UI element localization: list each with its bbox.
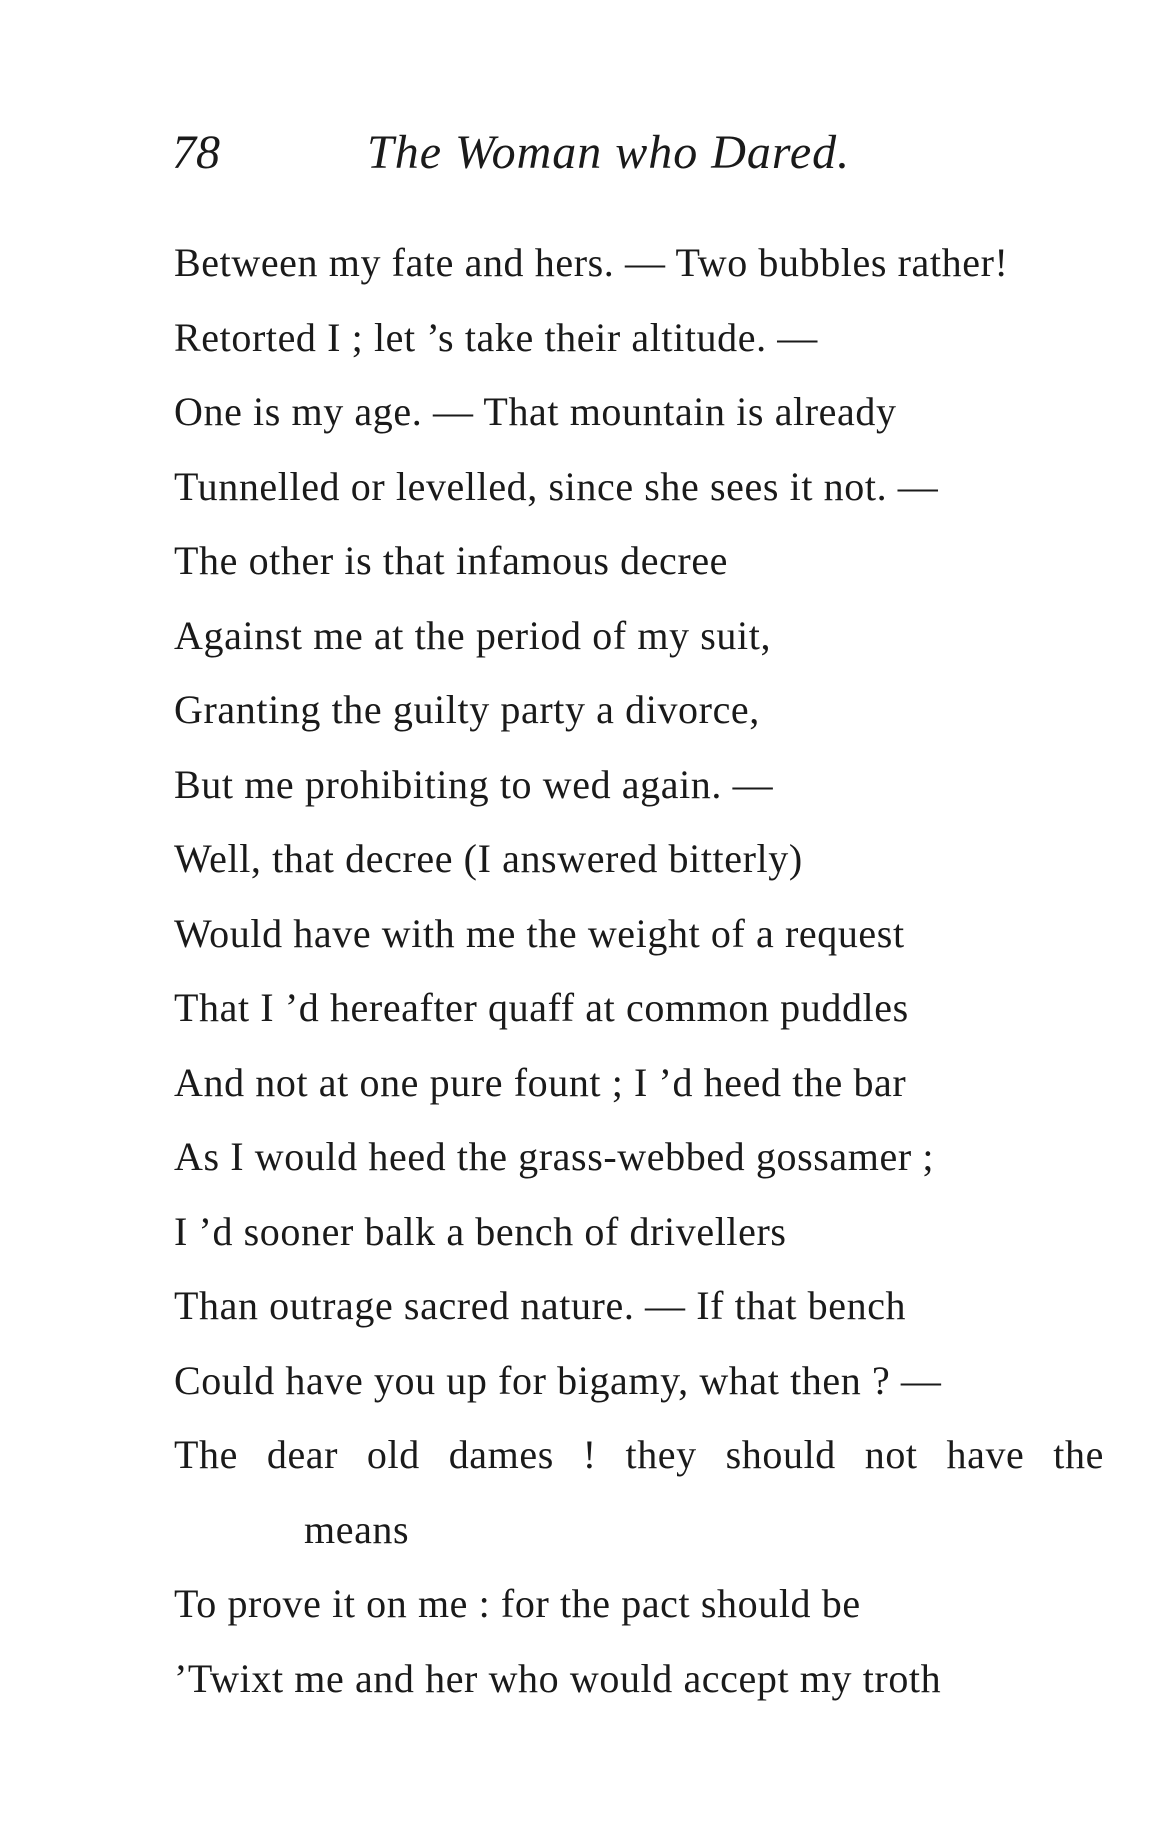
poem-text	[174, 226, 1104, 1716]
poem-line: Between my fate and hers. — Two bubbles rather!	[174, 240, 1009, 285]
poem-word: they	[625, 1432, 697, 1477]
poem-line: Granting the guilty party a divorce,	[174, 687, 760, 732]
poem-line: But me prohibiting to wed again. —	[174, 761, 774, 807]
poem-word: dames	[448, 1432, 554, 1477]
poem-line: And not at one pure fount ; I ’d heed the bar	[174, 1059, 907, 1105]
poem-line-turnover: means	[304, 1506, 410, 1552]
page-header	[172, 118, 932, 188]
poem-line: As I would heed the grass-webbed gossamer ;	[174, 1134, 935, 1179]
poem-line: That I ’d hereafter quaff at common puddles	[174, 985, 909, 1030]
poem-word: not	[864, 1432, 918, 1477]
poem-line-justified	[174, 1418, 1104, 1493]
poem-line: Tunnelled or levelled, since she sees it not. —	[174, 463, 939, 509]
poem-line: One is my age. — That mountain is already	[174, 389, 897, 434]
poem-word: should	[725, 1432, 836, 1477]
poem-line: The other is that infamous decree	[174, 538, 729, 583]
page-number: 78	[172, 126, 220, 179]
poem-word: old	[366, 1432, 420, 1477]
poem-line: Retorted I ; let ’s take their altitude. —	[174, 314, 818, 360]
poem-line: Than outrage sacred nature. — If that bench	[174, 1283, 907, 1328]
poem-line: I ’d sooner balk a bench of drivellers	[174, 1208, 787, 1254]
poem-line: Against me at the period of my suit,	[174, 612, 772, 658]
poem-word: The	[174, 1432, 238, 1477]
poem-line: ’Twixt me and her who would accept my troth	[174, 1655, 942, 1701]
running-title: The Woman who Dared.	[367, 126, 851, 179]
poem-line: Could have you up for bigamy, what then ? —	[174, 1357, 942, 1403]
poem-word: the	[1053, 1432, 1104, 1477]
poem-line: Well, that decree (I answered bitterly)	[174, 836, 803, 881]
poem-word: dear	[266, 1432, 339, 1477]
poem-line: To prove it on me : for the pact should be	[174, 1581, 861, 1626]
poem-line: Would have with me the weight of a request	[174, 910, 905, 956]
poem-word: have	[946, 1432, 1025, 1477]
poem-word: !	[582, 1432, 597, 1477]
